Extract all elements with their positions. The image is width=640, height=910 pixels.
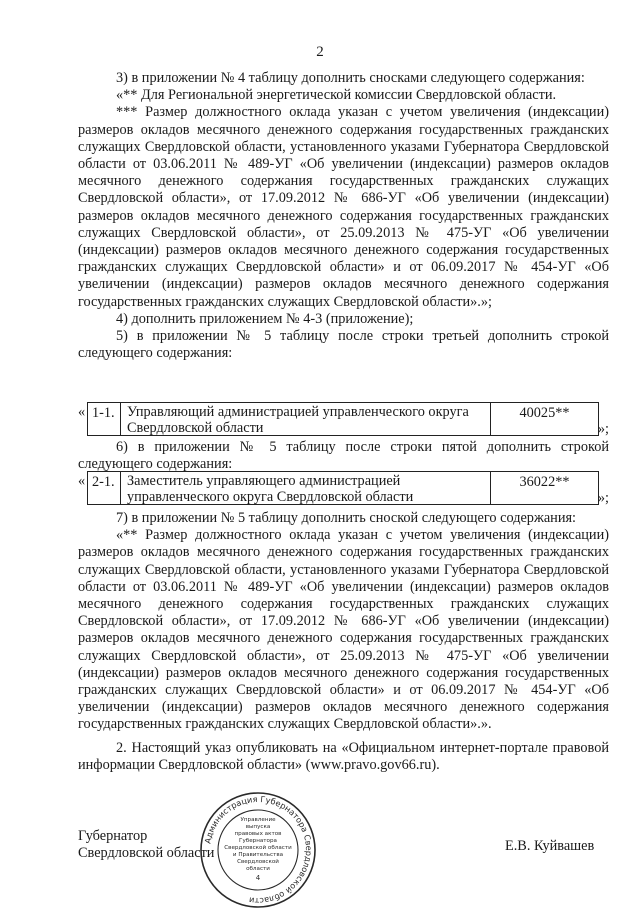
item-6: 6) в приложении № 5 таблицу после строки пятой дополнить строкой следующего содержания: [78, 439, 609, 473]
signature-title-line-1: Губернатор [78, 828, 148, 844]
official-seal-stamp [198, 790, 318, 910]
item-5: 5) в приложении № 5 таблицу после строки третьей дополнить строкой следующего содержания: [78, 328, 609, 362]
signature-title-line-2: Свердловской области [78, 845, 215, 861]
seal-number: 4 [255, 874, 261, 882]
item-3-footnote-1: «** Для Региональной энергетической комиссии Свердловской области. [116, 87, 557, 104]
item-3-footnote-2: *** Размер должностного оклада указан с учетом увеличения (индексации) размеров окладов месячного денежного содержания государственных гражданских служащих Свердловской области, установленного указами Губернатора Свердловской области от 03.06.2011 № 489-УГ «Об увеличении (индексации) размеров окладов месячного денежного содержания государственных гражданских служащих Свердловской области», от 17.09.2012 № 686-УГ «Об увеличении (индексации) размеров окладов месячного денежного содержания государственных гражданских служащих Свердловской области», от 25.09.2013 № 475-УГ «Об увеличении (индексации) размеров окладов месячного денежного содержания государственных гражданских служащих Свердловской области» и от 06.09.2017 № 454-УГ «Об увеличении (индексации) размеров окладов месячного денежного содержания государственных гражданских служащих Свердловской области».»; [78, 104, 609, 310]
row-salary-value: 40025** [519, 405, 570, 421]
item-7-footnote: «** Размер должностного оклада указан с учетом увеличения (индексации) размеров окладов месячного денежного содержания государственных гражданских служащих Свердловской области, установленного указами Губернатора Свердловской области от 03.06.2011 № 489-УГ «Об увеличении (индексации) размеров окладов месячного денежного содержания государственных гражданских служащих Свердловской области», от 17.09.2012 № 686-УГ «Об увеличении (индексации) размеров окладов месячного денежного содержания государственных гражданских служащих Свердловской области», от 25.09.2013 № 475-УГ «Об увеличении (индексации) размеров окладов месячного денежного содержания государственных гражданских служащих Свердловской области» и от 06.09.2017 № 454-УГ «Об увеличении (индексации) размеров окладов месячного денежного содержания государственных гражданских служащих Свердловской области».». [78, 527, 609, 733]
item-7 [78, 510, 609, 774]
item-7-intro: 7) в приложении № 5 таблицу дополнить сноской следующего содержания: [116, 510, 577, 526]
item-4: 4) дополнить приложением № 4-3 (приложение); [116, 310, 414, 327]
signature-name: Е.В. Куйвашев [505, 838, 595, 854]
row-number: 1-1. [88, 403, 121, 435]
table-row [87, 402, 599, 436]
seal-line: Свердловской области [224, 845, 292, 851]
seal-line: выпуска [245, 824, 271, 830]
table-row [87, 471, 599, 505]
row-position-name: Заместитель управляющего администрацией управленческого округа Свердловской области [121, 472, 491, 504]
seal-line: и Правительства [232, 852, 284, 858]
item-3-intro: 3) в приложении № 4 таблицу дополнить сносками следующего содержания: [116, 70, 585, 86]
seal-line: области [246, 866, 270, 872]
item-2-publication: 2. Настоящий указ опубликовать на «Официальном интернет-портале правовой информации Свердловской области» (www.pravo.gov66.ru). [78, 739, 609, 773]
seal-line: правовых актов [234, 831, 282, 837]
close-quote: »; [597, 489, 609, 506]
table-row-1-1 [78, 402, 609, 436]
open-quote: « [78, 404, 86, 420]
row-position-name: Управляющий администрацией управленческого округа Свердловской области [121, 403, 491, 435]
item-3 [78, 70, 609, 362]
seal-ring-text: Администрация Губернатора Свердловской области [202, 793, 315, 907]
seal-line: Свердловской [237, 859, 279, 865]
table-row-2-1 [78, 471, 609, 505]
open-quote: « [78, 473, 86, 489]
page-number: 2 [316, 44, 324, 60]
row-salary-value: 36022** [519, 474, 570, 490]
item-6-block [78, 439, 609, 473]
close-quote: »; [597, 420, 609, 437]
seal-line: Губернатора [239, 838, 277, 844]
seal-line: Управление [240, 817, 276, 823]
row-number: 2-1. [88, 472, 121, 504]
